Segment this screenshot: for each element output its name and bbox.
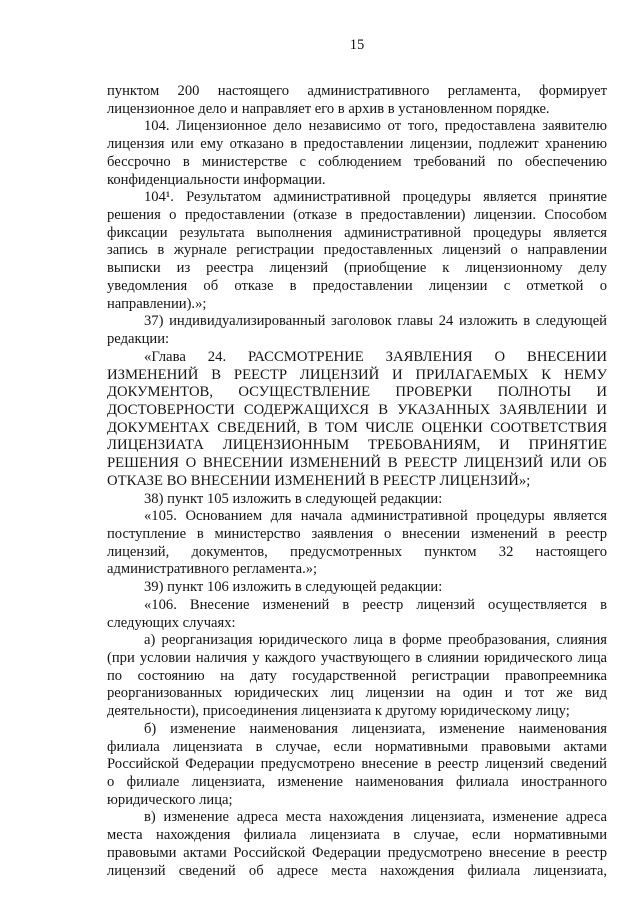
heading-line: ДОКУМЕНТАХ СВЕДЕНИЙ, В ТОМ ЧИСЛЕ ОЦЕНКИ СООТВЕТСТВИЯ [107,419,607,436]
text-line: лицензий сведений об адресе места нахождения филиала лицензиата, [107,862,607,879]
text-line: бессрочно в министерстве с соблюдением требований по обеспечению [107,153,607,170]
text-line: лицензионное дело и направляет его в архив в установленном порядке. [107,100,550,117]
text-line: административного регламента.»; [107,561,318,578]
text-line: в) изменение адреса места нахождения лицензиата, изменение адреса [144,809,607,826]
paragraph-subitem-a [107,632,607,721]
text-line: 38) пункт 105 изложить в следующей редакции: [144,490,443,507]
text-line: 104. Лицензионное дело независимо от того, предоставлена заявителю [144,118,607,135]
text-line: «106. Внесение изменений в реестр лицензий осуществляется в [144,596,607,613]
text-line: лицензий, документов, предусмотренных пунктом 32 настоящего [107,543,607,560]
heading-line: ДОКУМЕНТОВ, ОСУЩЕСТВЛЕНИЕ ПРОВЕРКИ ПОЛНОТЫ И [107,384,607,401]
text-line: места нахождения филиала лицензиата в случае, если нормативными [107,827,607,844]
page-number: 15 [349,37,365,53]
heading-line: «Глава 24. РАССМОТРЕНИЕ ЗАЯВЛЕНИЯ О ВНЕСЕНИИ [144,348,607,365]
text-line: запись в журнале регистрации предоставленных лицензий о направлении [107,242,607,259]
text-line: б) изменение наименования лицензиата, изменение наименования [144,720,607,737]
document-body [107,83,607,880]
text-line: пунктом 200 настоящего административного регламента, формирует [107,83,607,99]
text-line: конфиденциальности информации. [107,171,326,188]
text-line: юридического лица; [107,791,233,808]
text-line: реорганизованных юридических лиц лицензии на один и тот же вид [107,685,607,702]
paragraph-item-38 [107,491,607,509]
text-line: о филиале лицензиата, изменение наименования филиала иностранного [107,774,607,791]
text-line: (при условии наличия у каждого участвующего в слиянии юридического лица [107,650,607,666]
text-line: редакции: [107,331,170,348]
paragraph-item-39 [107,579,607,597]
paragraph-subitem-v [107,809,607,880]
paragraph-item-37 [107,313,607,348]
text-line: а) реорганизация юридического лица в форме преобразования, слияния [144,632,607,649]
text-line: 39) пункт 106 изложить в следующей редакции: [144,579,443,596]
paragraph-104-1 [107,189,607,313]
text-line: Российской Федерации предусмотрено внесение в реестр лицензий сведений [107,756,607,773]
paragraph-104 [107,118,607,189]
text-line: «105. Основанием для начала административной процедуры является [144,508,607,525]
heading-line: ДОСТОВЕРНОСТИ СОДЕРЖАЩИХСЯ В УКАЗАННЫХ ЗАЯВЛЕНИИ И [107,401,607,418]
text-line: фиксации результата выполнения административной процедуры является [107,224,607,241]
text-line: направлении).»; [107,295,207,312]
text-line: выписки из реестра лицензий (приобщение к лицензионному делу [107,260,607,277]
text-line: решения о предоставлении (отказе в предоставлении) лицензии. Способом [107,207,607,224]
text-line: поступление в министерство заявления о внесении изменений в реестр [107,525,607,542]
text-line: уведомления об отказе в предоставлении лицензии с отметкой о [107,277,607,294]
paragraph-105 [107,508,607,579]
heading-line: РЕШЕНИЯ О ВНЕСЕНИИ ИЗМЕНЕНИЙ В РЕЕСТР ЛИЦЕНЗИЙ ИЛИ ОБ [107,455,607,472]
paragraph-subitem-b [107,721,607,810]
text-line: 37) индивидуализированный заголовок главы 24 изложить в следующей [144,313,607,330]
paragraph-archive-continuation [107,83,607,118]
paragraph-106 [107,597,607,632]
text-line: лицензия или ему отказано в предоставлении лицензии, подлежит хранению [107,136,607,153]
text-line: по состоянию на дату государственной регистрации правопреемника [107,667,607,684]
chapter-24-heading [107,349,607,491]
heading-line: ЛИЦЕНЗИАТА ЛИЦЕНЗИОННЫМ ТРЕБОВАНИЯМ, И ПРИНЯТИЕ [107,437,607,454]
heading-line: ИЗМЕНЕНИЙ В РЕЕСТР ЛИЦЕНЗИЙ И ПРИЛАГАЕМЫХ К НЕМУ [107,366,607,383]
heading-line: ОТКАЗЕ ВО ВНЕСЕНИИ ИЗМЕНЕНИЙ В РЕЕСТР ЛИЦЕНЗИЙ»; [107,472,531,489]
text-line: правовыми актами Российской Федерации предусмотрено внесение в реестр [107,844,607,861]
text-line: следующих случаях: [107,614,236,631]
text-line: 104¹. Результатом административной процедуры является принятие [144,189,607,206]
text-line: филиала лицензиата в случае, если нормативными правовыми актами [107,738,607,755]
text-line: деятельности), присоединения лицензиата к другому юридическому лицу; [107,703,570,720]
